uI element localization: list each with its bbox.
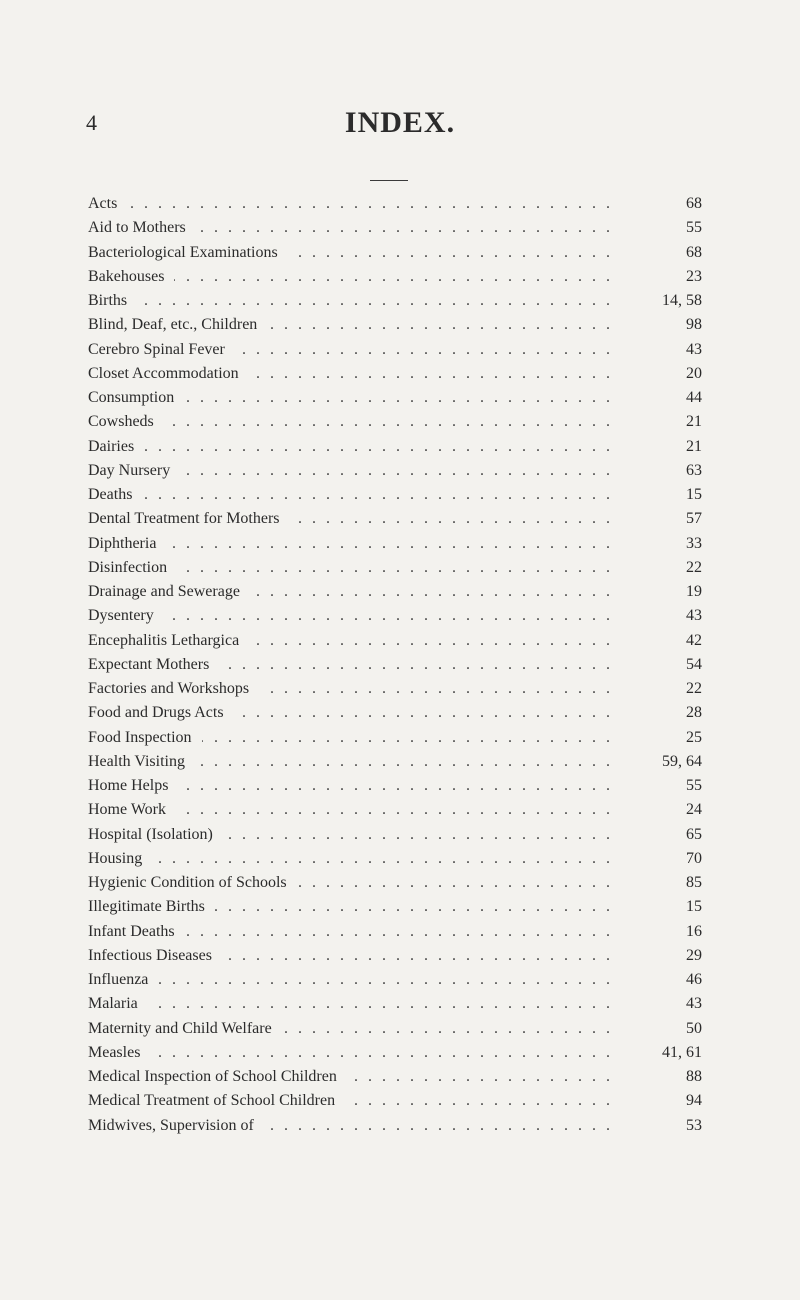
index-page-numbers: 70 <box>686 849 702 867</box>
index-entry <box>88 265 708 289</box>
index-page-numbers: 43 <box>686 995 702 1013</box>
index-entry <box>88 629 708 653</box>
index-term: Aid to Mothers <box>88 216 196 240</box>
index-entry <box>88 410 708 434</box>
dot-leader <box>88 532 620 556</box>
index-entry <box>88 580 708 604</box>
index-term: Cowsheds <box>88 410 164 434</box>
index-page-numbers: 46 <box>686 971 702 988</box>
dot-leader <box>88 483 620 507</box>
index-entry <box>88 1065 708 1089</box>
index-term: Bacteriological Examinations <box>88 241 288 265</box>
index-term: Drainage and Sewerage <box>88 580 250 604</box>
index-term: Home Work <box>88 798 176 822</box>
index-page-numbers: 54 <box>686 655 702 673</box>
index-page-numbers: 63 <box>686 461 702 479</box>
index-term: Encephalitis Lethargica <box>88 629 249 653</box>
index-entry <box>88 556 708 580</box>
index-page-numbers: 42 <box>686 631 702 649</box>
index-page-numbers: 25 <box>686 728 702 746</box>
index-entry <box>88 871 708 895</box>
index-page-numbers: 33 <box>686 534 702 552</box>
index-entry <box>88 1017 708 1041</box>
index-term: Illegitimate Births <box>88 895 215 919</box>
index-page-numbers: 85 <box>686 874 702 891</box>
dot-leader <box>88 435 620 459</box>
index-entry <box>88 895 708 919</box>
index-entry <box>88 968 708 992</box>
index-entry <box>88 289 708 313</box>
index-term: Closet Accommodation <box>88 362 249 386</box>
index-page-numbers: 98 <box>686 316 702 334</box>
index-page-numbers: 22 <box>686 558 702 576</box>
index-term: Births <box>88 289 137 313</box>
index-term: Blind, Deaf, etc., Children <box>88 313 267 337</box>
index-page-numbers: 55 <box>686 219 702 237</box>
dot-leader <box>88 289 620 313</box>
index-term: Diphtheria <box>88 532 166 556</box>
index-term: Food and Drugs Acts <box>88 701 234 725</box>
index-entry <box>88 435 708 459</box>
index-entry <box>88 241 708 265</box>
index-term: Hospital (Isolation) <box>88 823 223 847</box>
index-page-numbers: 20 <box>686 364 702 382</box>
dot-leader <box>88 410 620 434</box>
index-term: Home Helps <box>88 774 178 798</box>
page-title: INDEX. <box>344 106 456 139</box>
index-entry <box>88 459 708 483</box>
index-page-numbers: 22 <box>686 680 702 697</box>
index-term: Cerebro Spinal Fever <box>88 338 235 362</box>
index-page-numbers: 43 <box>686 340 702 358</box>
index-entry <box>88 362 708 386</box>
index-term: Factories and Workshops <box>88 677 259 701</box>
dot-leader <box>88 192 620 216</box>
index-entry <box>88 313 708 337</box>
index-term: Consumption <box>88 386 184 410</box>
index-page-numbers: 53 <box>686 1116 702 1134</box>
index-entry <box>88 1114 708 1138</box>
index-entry <box>88 1041 708 1065</box>
index-term: Medical Treatment of School Children <box>88 1089 345 1113</box>
index-term: Dairies <box>88 435 144 459</box>
index-entry <box>88 847 708 871</box>
index-page-numbers: 43 <box>686 607 702 625</box>
index-term: Hygienic Condition of Schools <box>88 871 297 895</box>
index-term: Malaria <box>88 992 148 1016</box>
index-term: Deaths <box>88 483 142 507</box>
index-page-numbers: 59, 64 <box>662 752 702 770</box>
index-page-numbers: 44 <box>686 389 702 406</box>
index-term: Bakehouses <box>88 265 174 289</box>
index-term: Midwives, Supervision of <box>88 1114 264 1138</box>
index-page-numbers: 57 <box>686 510 702 528</box>
index-page-numbers: 68 <box>686 195 702 212</box>
index-page-numbers: 68 <box>686 243 702 261</box>
index-term: Influenza <box>88 968 158 992</box>
index-entry <box>88 604 708 628</box>
title-divider <box>370 180 408 181</box>
index-page-numbers: 15 <box>686 486 702 503</box>
index-page-numbers: 21 <box>686 437 702 455</box>
index-term: Expectant Mothers <box>88 653 219 677</box>
index-entry <box>88 774 708 798</box>
index-entry <box>88 823 708 847</box>
index-term: Day Nursery <box>88 459 180 483</box>
index-page-numbers: 50 <box>686 1019 702 1037</box>
index-page-numbers: 15 <box>686 898 702 916</box>
index-entry <box>88 798 708 822</box>
index-entry <box>88 653 708 677</box>
index-entry <box>88 677 708 701</box>
index-entry <box>88 507 708 531</box>
index-list <box>88 192 708 1138</box>
index-page-numbers: 65 <box>686 825 702 843</box>
index-entry <box>88 338 708 362</box>
dot-leader <box>88 604 620 628</box>
dot-leader <box>88 968 620 992</box>
index-term: Maternity and Child Welfare <box>88 1017 282 1041</box>
index-page-numbers: 88 <box>686 1068 702 1085</box>
index-term: Dental Treatment for Mothers <box>88 507 290 531</box>
index-term: Acts <box>88 192 127 216</box>
index-entry <box>88 1089 708 1113</box>
page-number: 4 <box>86 110 97 135</box>
index-term: Infant Deaths <box>88 920 185 944</box>
index-page-numbers: 94 <box>686 1092 702 1110</box>
index-term: Measles <box>88 1041 150 1065</box>
index-entry <box>88 726 708 750</box>
index-term: Infectious Diseases <box>88 944 222 968</box>
index-entry <box>88 750 708 774</box>
index-page-numbers: 14, 58 <box>662 292 702 309</box>
index-term: Housing <box>88 847 152 871</box>
index-entry <box>88 944 708 968</box>
index-entry <box>88 920 708 944</box>
index-entry <box>88 216 708 240</box>
index-term: Medical Inspection of School Children <box>88 1065 347 1089</box>
dot-leader <box>88 847 620 871</box>
index-entry <box>88 701 708 725</box>
index-page-numbers: 29 <box>686 946 702 964</box>
dot-leader <box>88 1041 620 1065</box>
index-page-numbers: 28 <box>686 704 702 722</box>
index-entry <box>88 532 708 556</box>
index-entry <box>88 483 708 507</box>
index-page-numbers: 41, 61 <box>662 1043 702 1061</box>
index-entry <box>88 192 708 216</box>
dot-leader <box>88 992 620 1016</box>
index-entry <box>88 992 708 1016</box>
index-term: Health Visiting <box>88 750 195 774</box>
index-term: Food Inspection <box>88 726 202 750</box>
index-term: Disinfection <box>88 556 177 580</box>
index-page-numbers: 24 <box>686 801 702 819</box>
index-page-numbers: 16 <box>686 922 702 940</box>
index-entry <box>88 386 708 410</box>
index-page-numbers: 23 <box>686 267 702 285</box>
index-page-numbers: 21 <box>686 413 702 431</box>
index-term: Dysentery <box>88 604 164 628</box>
index-page-numbers: 55 <box>686 777 702 794</box>
index-page-numbers: 19 <box>686 583 702 600</box>
